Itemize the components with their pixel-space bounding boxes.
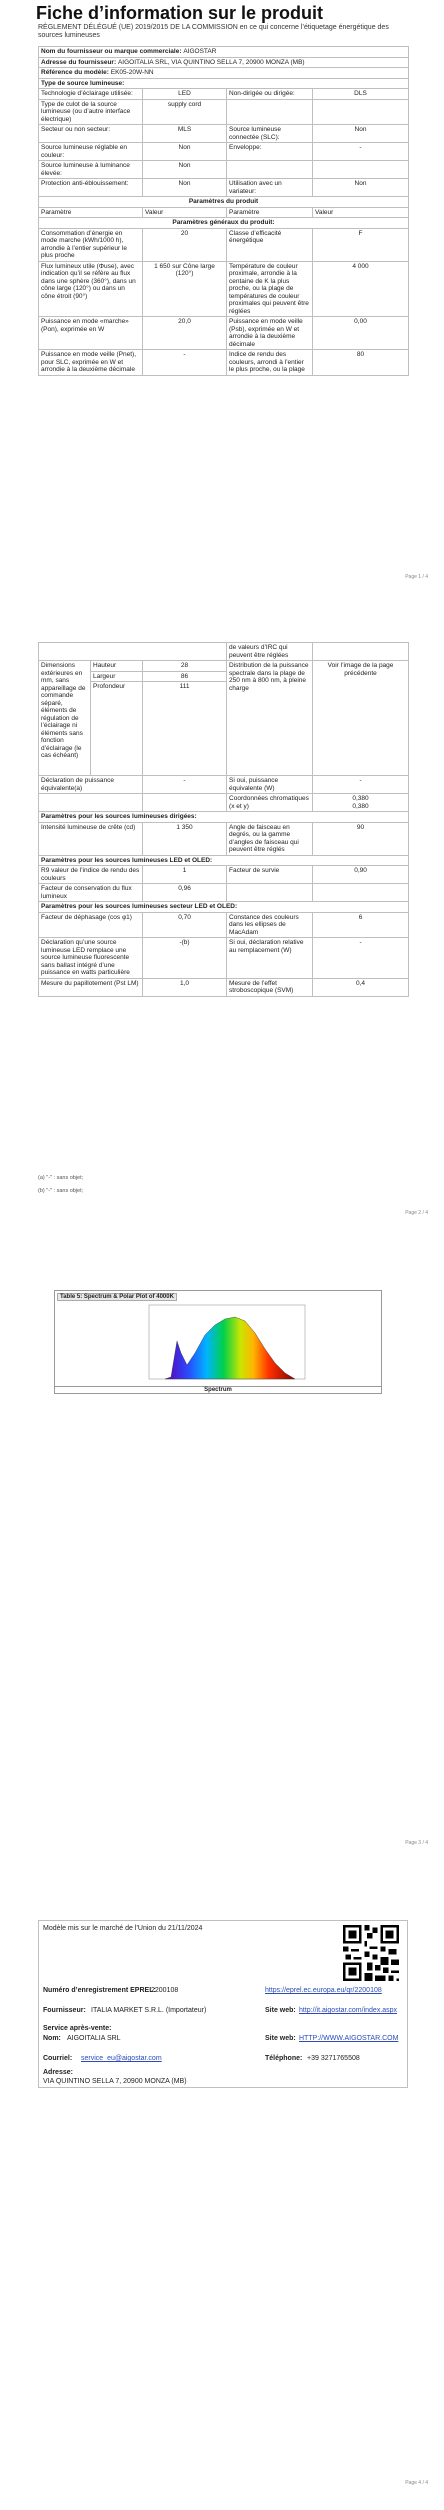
cell: de valeurs d’IRC qui peuvent être réglées xyxy=(227,643,313,661)
cell: 0,70 xyxy=(143,912,227,938)
header-cell: Paramètre xyxy=(39,207,143,218)
cell xyxy=(313,161,409,179)
cell: Non xyxy=(313,179,409,197)
cell xyxy=(227,884,313,902)
cell: Température de couleur proximale, arrondie à la centaine de K la plus proche, ou la plage de températures de couleur proximales qui peuvent être réglées xyxy=(227,261,313,317)
email-link[interactable]: service_eu@aigostar.com xyxy=(81,2055,162,2062)
directional-section-row xyxy=(39,812,409,823)
cell: Mesure de l’effet stroboscopique (SVM) xyxy=(227,978,313,996)
cell: Non xyxy=(143,143,227,161)
model-row xyxy=(39,68,409,79)
cell: Facteur de survie xyxy=(227,866,313,884)
cell: Puissance en mode veille (Psb), exprimée en W et arrondie à la deuxième décimale xyxy=(227,317,313,350)
table-row xyxy=(39,822,409,855)
spectrum-figure xyxy=(54,1290,382,1394)
cell: 86 xyxy=(143,671,227,682)
dimensions-row xyxy=(39,661,409,672)
header-cell: Valeur xyxy=(143,207,227,218)
cell: Enveloppe: xyxy=(227,143,313,161)
led-section-row xyxy=(39,855,409,866)
address-label: Adresse: xyxy=(43,2069,73,2076)
param-header-row xyxy=(39,207,409,218)
cell: 0,90 xyxy=(313,866,409,884)
supplier-address-value: AIGOITALIA SRL, VIA QUINTINO SELLA 7, 20900 MONZA (MB) xyxy=(117,58,305,66)
spectrum-plot xyxy=(55,1291,381,1393)
cell: Voir l’image de la page précédente xyxy=(313,661,409,776)
cell: LED xyxy=(143,89,227,100)
service-name-label: Nom: xyxy=(43,2035,61,2042)
params-section-heading: Paramètres du produit xyxy=(39,197,409,208)
service-name-value: AIGOITALIA SRL xyxy=(67,2035,121,2042)
table-row xyxy=(39,866,409,884)
cell: Déclaration de puissance équivalente(a) xyxy=(39,776,143,794)
cell: -(b) xyxy=(143,938,227,979)
table-row xyxy=(39,161,409,179)
website-link[interactable]: http://it.aigostar.com/index.aspx xyxy=(299,2007,398,2014)
cell: Angle de faisceau en degrés, ou la gamme d’angles de faisceau qui peuvent être réglés xyxy=(227,822,313,855)
supplier-address-label: Adresse du fournisseur: xyxy=(41,58,117,66)
document-title: Fiche d’information sur le produit xyxy=(36,3,324,23)
cell: - xyxy=(313,143,409,161)
supplier-name-label: Nom du fournisseur ou marque commerciale: xyxy=(41,48,182,55)
page-number: Page 1 / 4 xyxy=(405,574,428,580)
regulation-text: RÈGLEMENT DÉLÉGUÉ (UE) 2019/2015 DE LA COMMISSION en ce qui concerne l’étiquetage énergétique des sources lumineuses xyxy=(38,24,389,39)
cell: R9 valeur de l’indice de rendu des couleurs xyxy=(39,866,143,884)
table-row xyxy=(39,179,409,197)
cell: 80 xyxy=(313,350,409,376)
after-sales-label: Service après-vente: xyxy=(43,2025,112,2032)
cell: Mesure du papillotement (Pst LM) xyxy=(39,978,143,996)
phone-value: +39 3271765508 xyxy=(307,2055,360,2062)
cell: Coordonnées chromatiques (x et y) xyxy=(227,794,313,812)
cell: supply cord xyxy=(143,99,227,125)
eprel-link[interactable]: https://eprel.ec.europa.eu/qr/2200108 xyxy=(265,1987,382,1994)
table-row xyxy=(39,776,409,794)
header-cell: Paramètre xyxy=(227,207,313,218)
cell: Si oui, puissance équivalente (W) xyxy=(227,776,313,794)
email-label: Courriel: xyxy=(43,2055,73,2062)
cell: 6 xyxy=(313,912,409,938)
cell: Non xyxy=(143,179,227,197)
service-website-link[interactable]: HTTP://WWW.AIGOSTAR.COM xyxy=(299,2035,399,2042)
cell: Puissance en mode veille (Pnet), pour SLC, exprimée en W et arrondie à la deuxième décimale xyxy=(39,350,143,376)
model-info-box xyxy=(38,1920,408,2088)
supplier-address-row xyxy=(39,57,409,68)
cell: 0,380 0,380 xyxy=(313,794,409,812)
cell: Distribution de la puissance spectrale dans la plage de 250 nm à 800 nm, à pleine charge xyxy=(227,661,313,776)
params-section-row xyxy=(39,197,409,208)
directional-section-heading: Paramètres pour les sources lumineuses dirigées: xyxy=(39,812,409,823)
table-row xyxy=(39,794,409,812)
model-value: EK05-20W-NN xyxy=(110,69,154,76)
page-number: Page 4 / 4 xyxy=(405,2480,428,2486)
general-section-row xyxy=(39,218,409,229)
table-row xyxy=(39,143,409,161)
led-section-heading: Paramètres pour les sources lumineuses LED et OLED: xyxy=(39,855,409,866)
cell xyxy=(39,794,143,812)
table-row xyxy=(39,938,409,979)
cell: - xyxy=(313,938,409,979)
cell: 4 000 xyxy=(313,261,409,317)
cell: Constance des couleurs dans les ellipses de MacAdam xyxy=(227,912,313,938)
cell: MLS xyxy=(143,125,227,143)
table-row xyxy=(39,125,409,143)
table-row xyxy=(39,317,409,350)
page-number: Page 2 / 4 xyxy=(405,1210,428,1216)
cell: Facteur de conservation du flux lumineux xyxy=(39,884,143,902)
cell: 1 350 xyxy=(143,822,227,855)
cell: Si oui, déclaration relative au remplacement (W) xyxy=(227,938,313,979)
cell: 0,00 xyxy=(313,317,409,350)
cell: Technologie d’éclairage utilisée: xyxy=(39,89,143,100)
product-info-table xyxy=(38,46,409,376)
cell xyxy=(313,884,409,902)
cell: Intensité lumineuse de crête (cd) xyxy=(39,822,143,855)
footnote: (a) "-" : sans objet; xyxy=(38,1175,84,1181)
cell: Indice de rendu des couleurs, arrondi à l’entier le plus proche, ou la plage xyxy=(227,350,313,376)
eprel-label: Numéro d’enregistrement EPREL: xyxy=(43,1987,156,1994)
address-value: VIA QUINTINO SELLA 7, 20900 MONZA (MB) xyxy=(43,2078,187,2085)
page-number: Page 3 / 4 xyxy=(405,1840,428,1846)
general-section-heading: Paramètres généraux du produit: xyxy=(39,218,409,229)
cell: 0,4 xyxy=(313,978,409,996)
table-row xyxy=(39,228,409,261)
cell: Secteur ou non secteur: xyxy=(39,125,143,143)
cell: Déclaration qu’une source lumineuse LED remplace une source lumineuse fluorescente sans ballast intégré d’une puissance en watts particulière xyxy=(39,938,143,979)
type-section-row xyxy=(39,78,409,89)
cell xyxy=(227,161,313,179)
mains-section-row xyxy=(39,902,409,913)
table-row xyxy=(39,89,409,100)
website-label: Site web: xyxy=(265,2007,296,2014)
type-section-heading: Type de source lumineuse: xyxy=(39,78,409,89)
cell: DLS xyxy=(313,89,409,100)
supplier-value: ITALIA MARKET S.R.L. (Importateur) xyxy=(91,2007,207,2014)
table-row xyxy=(39,978,409,996)
cell: Flux lumineux utile (Φuse), avec indication qu’il se réfère au flux dans une sphère (360°), dans un cône large (120°) ou dans un cône étroit (90°) xyxy=(39,261,143,317)
mains-section-heading: Paramètres pour les sources lumineuses secteur LED et OLED: xyxy=(39,902,409,913)
table-row xyxy=(39,261,409,317)
cell xyxy=(313,99,409,125)
phone-label: Téléphone: xyxy=(265,2055,303,2062)
page-2 xyxy=(0,630,444,1226)
cell: 111 xyxy=(143,682,227,776)
cell: Protection anti-éblouissement: xyxy=(39,179,143,197)
cell: Non xyxy=(143,161,227,179)
cell: Non xyxy=(313,125,409,143)
page-4 xyxy=(0,1880,444,2486)
cell: Source lumineuse connectée (SLC): xyxy=(227,125,313,143)
spectrum-footer: Spectrum xyxy=(55,1386,381,1393)
cell: Utilisation avec un variateur: xyxy=(227,179,313,197)
cell: Facteur de déphasage (cos φ1) xyxy=(39,912,143,938)
cell: Largeur xyxy=(91,671,143,682)
cell: 28 xyxy=(143,661,227,672)
table-row xyxy=(39,99,409,125)
cell: Classe d’efficacité énergétique xyxy=(227,228,313,261)
cell: Hauteur xyxy=(91,661,143,672)
cell: 20,0 xyxy=(143,317,227,350)
cell: Non-dirigée ou dirigée: xyxy=(227,89,313,100)
supplier-label: Fournisseur: xyxy=(43,2007,86,2014)
cell: 1 650 sur Cône large (120°) xyxy=(143,261,227,317)
dimensions-label: Dimensions extérieures en mm, sans appareillage de commande séparé, éléments de régulation de l’éclairage ni éléments sans fonction d’éclairage (le cas échéant) xyxy=(39,661,91,776)
cell: - xyxy=(143,776,227,794)
cell: Type de culot de la source lumineuse (ou d’autre interface électrique) xyxy=(39,99,143,125)
page-1 xyxy=(0,0,444,596)
market-date: Modèle mis sur le marché de l’Union du 21/11/2024 xyxy=(43,1925,203,1932)
model-label: Référence du modèle: xyxy=(41,69,109,76)
cell: 90 xyxy=(313,822,409,855)
cell: 20 xyxy=(143,228,227,261)
cell: 1 xyxy=(143,866,227,884)
service-website-label: Site web: xyxy=(265,2035,296,2042)
header-cell: Valeur xyxy=(313,207,409,218)
supplier-name-value: AIGOSTAR xyxy=(183,48,217,55)
cell: - xyxy=(313,776,409,794)
table-row xyxy=(39,912,409,938)
table-row xyxy=(39,643,409,661)
cell: Profondeur xyxy=(91,682,143,776)
product-info-table-continued xyxy=(38,642,409,997)
table-row xyxy=(39,350,409,376)
cell: F xyxy=(313,228,409,261)
cell: Consommation d’énergie en mode marche (kWh/1000 h), arrondie à l’entier supérieur le plus proche xyxy=(39,228,143,261)
spectrum-caption: Table 5: Spectrum & Polar Plot of 4000K xyxy=(57,1293,177,1301)
page-3 xyxy=(0,1260,444,1856)
cell xyxy=(143,794,227,812)
table-row xyxy=(39,884,409,902)
cell: Source lumineuse réglable en couleur: xyxy=(39,143,143,161)
cell: Puissance en mode «marche» (Pon), exprimée en W xyxy=(39,317,143,350)
cell: 0,96 xyxy=(143,884,227,902)
eprel-value: 2200108 xyxy=(151,1987,179,1994)
footnote: (b) "-" : sans objet; xyxy=(38,1188,84,1194)
cell: - xyxy=(143,350,227,376)
cell: Source lumineuse à luminance élevée: xyxy=(39,161,143,179)
cell xyxy=(227,99,313,125)
qr-code-icon xyxy=(343,1925,399,1981)
cell: 1,0 xyxy=(143,978,227,996)
supplier-name-row xyxy=(39,47,409,58)
